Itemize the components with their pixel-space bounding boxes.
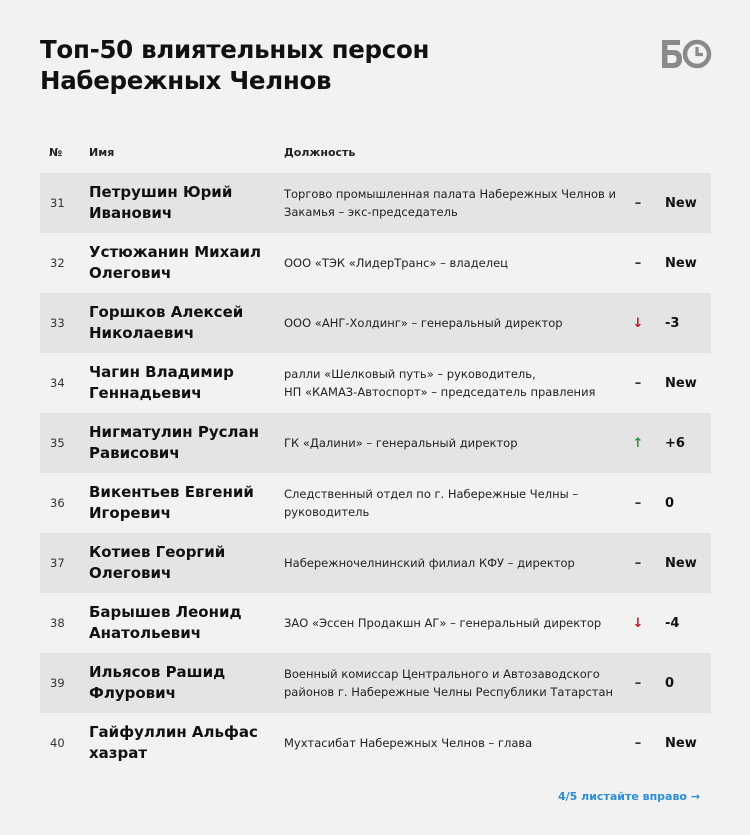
position-line-2: НП «КАМАЗ-Автоспорт» – председатель правления	[284, 385, 596, 399]
position-line-2: районов г. Набережные Челны Республики Татарстан	[284, 685, 614, 699]
name-line-1: Устюжанин Михаил	[89, 243, 261, 261]
rank-change: New	[665, 195, 697, 211]
bo-logo	[660, 38, 712, 70]
name-line-1: Барышев Леонид	[89, 603, 242, 621]
arrow-up-icon: ↑	[632, 435, 644, 451]
name-line-1: Гайфуллин Альфас	[89, 723, 258, 741]
ranking-table	[40, 173, 711, 773]
name-line-1: Горшков Алексей	[89, 303, 244, 321]
column-number: №	[49, 146, 63, 159]
name-line-2: Анатольевич	[89, 624, 202, 642]
table-row	[40, 593, 711, 653]
rank-number: 31	[50, 196, 65, 210]
rank-number: 38	[50, 616, 65, 630]
rank-number: 37	[50, 556, 65, 570]
name-line-1: Петрушин Юрий	[89, 183, 233, 201]
rank-number: 40	[50, 736, 65, 750]
rank-change: +6	[665, 435, 685, 451]
name-line-1: Ильясов Рашид	[89, 663, 226, 681]
person-position	[284, 173, 614, 233]
person-position	[284, 713, 614, 773]
trend-icon: –	[634, 735, 642, 751]
person-name	[89, 473, 279, 533]
rank-number: 33	[50, 316, 65, 330]
rank-change: New	[665, 255, 697, 271]
name-line-2: Рависович	[89, 444, 180, 462]
page-title	[40, 34, 429, 96]
person-position	[284, 653, 614, 713]
person-name	[89, 233, 279, 293]
rank-number: 32	[50, 256, 65, 270]
person-position	[284, 533, 614, 593]
table-row	[40, 353, 711, 413]
trend-icon: –	[634, 495, 642, 511]
trend-icon: –	[634, 195, 642, 211]
person-name	[89, 533, 279, 593]
rank-change: -3	[665, 315, 680, 331]
arrow-down-icon: ↓	[632, 315, 644, 331]
name-line-2: Флурович	[89, 684, 176, 702]
next-page-link[interactable]: 4/5 листайте вправо →	[558, 790, 701, 803]
person-name	[89, 413, 279, 473]
column-position: Должность	[284, 146, 356, 159]
person-position	[284, 353, 614, 413]
table-header	[0, 146, 750, 162]
person-name	[89, 293, 279, 353]
position-line-2: Закамья – экс-председатель	[284, 205, 458, 219]
position-line-2: руководитель	[284, 505, 370, 519]
column-name: Имя	[89, 146, 115, 159]
table-row	[40, 713, 711, 773]
rank-number: 34	[50, 376, 65, 390]
person-name	[89, 713, 279, 773]
table-row	[40, 173, 711, 233]
rank-change: New	[665, 735, 697, 751]
name-line-1: Нигматулин Руслан	[89, 423, 259, 441]
rank-change: New	[665, 375, 697, 391]
table-row	[40, 473, 711, 533]
rank-change: 0	[665, 675, 675, 691]
position-line-1: Набережночелнинский филиал КФУ – директор	[284, 556, 575, 570]
name-line-2: Олегович	[89, 264, 172, 282]
position-line-1: ГК «Далини» – генеральный директор	[284, 436, 518, 450]
rank-change: 0	[665, 495, 675, 511]
person-name	[89, 593, 279, 653]
name-line-1: Викентьев Евгений	[89, 483, 254, 501]
table-row	[40, 533, 711, 593]
position-line-1: ЗАО «Эссен Продакшн АГ» – генеральный директор	[284, 616, 602, 630]
person-position	[284, 293, 614, 353]
trend-icon: –	[634, 375, 642, 391]
rank-number: 35	[50, 436, 65, 450]
rank-number: 36	[50, 496, 65, 510]
position-line-1: Военный комиссар Центрального и Автозаводского	[284, 667, 600, 681]
table-row	[40, 413, 711, 473]
name-line-1: Котиев Георгий	[89, 543, 226, 561]
position-line-1: ралли «Шелковый путь» – руководитель,	[284, 367, 536, 381]
name-line-2: Олегович	[89, 564, 172, 582]
person-name	[89, 353, 279, 413]
name-line-2: Иванович	[89, 204, 173, 222]
name-line-2: Николаевич	[89, 324, 195, 342]
name-line-2: Геннадьевич	[89, 384, 202, 402]
rank-change: New	[665, 555, 697, 571]
position-line-1: ООО «АНГ-Холдинг» – генеральный директор	[284, 316, 563, 330]
person-position	[284, 593, 614, 653]
name-line-1: Чагин Владимир	[89, 363, 234, 381]
person-position	[284, 233, 614, 293]
position-line-1: Мухтасибат Набережных Челнов – глава	[284, 736, 533, 750]
rank-change: -4	[665, 615, 680, 631]
title-line-2: Набережных Челнов	[40, 66, 332, 95]
arrow-down-icon: ↓	[632, 615, 644, 631]
table-row	[40, 233, 711, 293]
person-name	[89, 653, 279, 713]
name-line-2: хазрат	[89, 744, 148, 762]
position-line-1: Торгово промышленная палата Набережных Челнов и	[284, 187, 616, 201]
table-row	[40, 293, 711, 353]
position-line-1: ООО «ТЭК «ЛидерТранс» – владелец	[284, 256, 508, 270]
position-line-1: Следственный отдел по г. Набережные Челны –	[284, 487, 579, 501]
person-position	[284, 413, 614, 473]
name-line-2: Игоревич	[89, 504, 171, 522]
trend-icon: –	[634, 675, 642, 691]
person-name	[89, 173, 279, 233]
trend-icon: –	[634, 255, 642, 271]
title-line-1: Топ-50 влиятельных персон	[40, 35, 430, 64]
table-row	[40, 653, 711, 713]
rank-number: 39	[50, 676, 65, 690]
trend-icon: –	[634, 555, 642, 571]
person-position	[284, 473, 614, 533]
